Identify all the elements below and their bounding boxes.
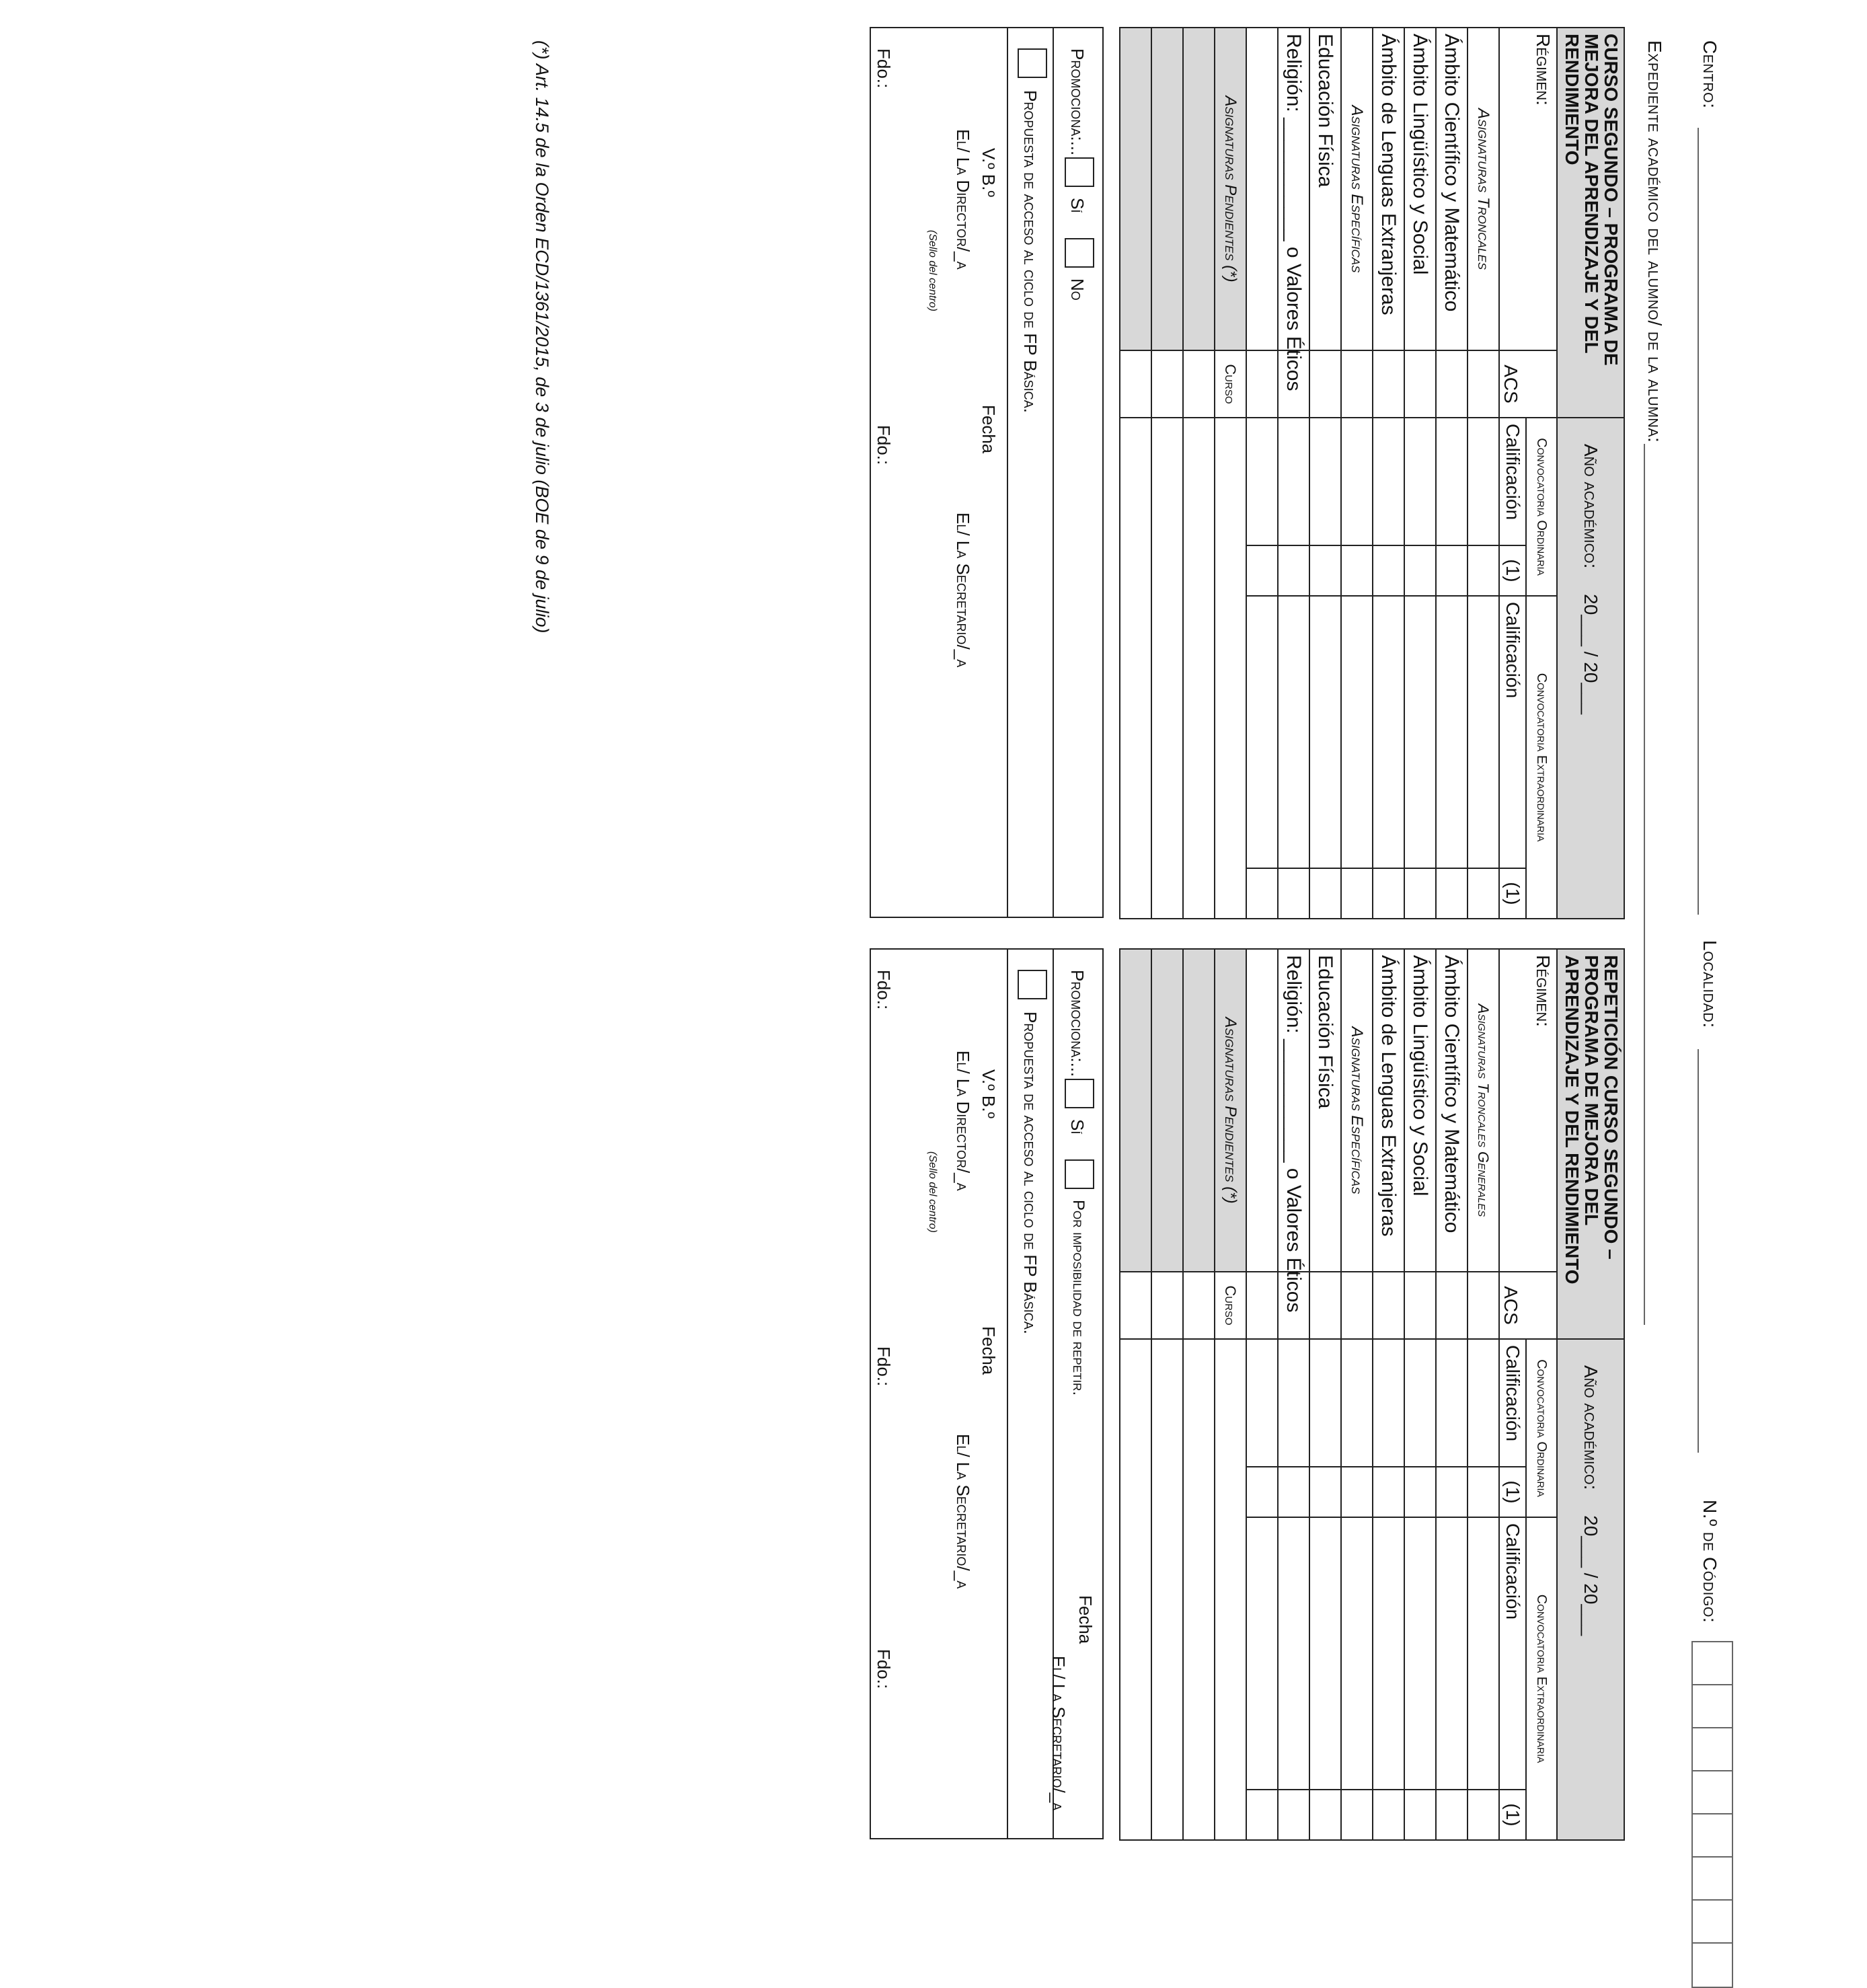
grade-cell[interactable] <box>1309 545 1341 596</box>
left-no-label: No <box>1067 278 1088 301</box>
right-regimen: Régimen: <box>1499 949 1557 1272</box>
grade-cell[interactable] <box>1404 1272 1436 1339</box>
right-secretario2-label: El/ La Secretario/_a <box>1049 1656 1069 1811</box>
localidad-label: Localidad: <box>1700 940 1720 1028</box>
left-troncales-label: Asignaturas Troncales <box>1468 28 1499 350</box>
left-acs-header: ACS <box>1499 350 1557 418</box>
grade-cell[interactable] <box>1468 868 1499 919</box>
right-calif-ext: Calificación <box>1499 1517 1526 1790</box>
right-subject-2: Ámbito de Lenguas Extranjeras <box>1373 949 1404 1272</box>
pending-subject-cell[interactable] <box>1151 28 1183 350</box>
pending-subject-cell[interactable] <box>1151 949 1183 1272</box>
grade-cell[interactable] <box>1278 1790 1309 1840</box>
grade-cell[interactable] <box>1436 1339 1468 1467</box>
code-cell[interactable] <box>1693 1642 1732 1685</box>
left-promo-row <box>1053 28 1102 917</box>
grade-cell[interactable] <box>1278 868 1309 919</box>
grade-cell[interactable] <box>1278 1339 1309 1467</box>
localidad-field[interactable] <box>1698 1049 1699 1453</box>
right-vb-label: V.º B.º <box>979 1069 999 1118</box>
left-propuesta-checkbox[interactable] <box>1018 48 1047 78</box>
code-cell[interactable] <box>1693 1771 1732 1814</box>
pending-subject-cell[interactable] <box>1183 949 1215 1272</box>
grade-cell[interactable] <box>1436 545 1468 596</box>
left-subject-4: Religión: ___________ o Valores Éticos <box>1278 28 1309 350</box>
grade-cell[interactable] <box>1278 596 1309 868</box>
right-conv-ordinaria: Convocatoria Ordinaria <box>1526 1339 1557 1517</box>
grade-cell[interactable] <box>1246 350 1278 418</box>
left-ano-value[interactable]: 20___ / 20___ <box>1580 594 1601 715</box>
grade-cell[interactable] <box>1246 596 1278 868</box>
left-secretario-label: El/ La Secretario/_a <box>953 512 973 668</box>
right-especificas-label: Asignaturas Específicas <box>1341 949 1373 1272</box>
gap-cell <box>1151 1339 1183 1840</box>
right-propuesta-label: Propuesta de acceso al ciclo de FP Básica. <box>1020 1011 1040 1334</box>
right-sello-label: (Sello del centro) <box>927 1151 938 1233</box>
grade-cell[interactable] <box>1246 1339 1278 1467</box>
grade-cell[interactable] <box>1404 1467 1436 1517</box>
grade-cell[interactable] <box>1246 868 1278 919</box>
expediente-label: Expediente académico del alumno/ de la alumna: <box>1644 40 1665 443</box>
gap-cell <box>1215 418 1246 919</box>
code-cell[interactable] <box>1693 1858 1732 1901</box>
right-promociona-label: Promociona:... <box>1067 970 1088 1077</box>
centro-field[interactable] <box>1698 128 1699 915</box>
gap-cell <box>1183 418 1215 919</box>
right-subject-1: Ámbito Lingüístico y Social <box>1404 949 1436 1272</box>
grade-cell[interactable] <box>1341 1467 1373 1517</box>
right-curso-label: Curso <box>1215 1272 1246 1339</box>
grade-cell[interactable] <box>1341 1790 1373 1840</box>
left-propuesta-label: Propuesta de acceso al ciclo de FP Básica. <box>1020 90 1040 413</box>
right-mark-ext: (1) <box>1499 1790 1526 1840</box>
left-propuesta-row <box>1007 28 1054 917</box>
grade-cell[interactable] <box>1246 28 1278 350</box>
right-ano-label: Año académico: <box>1580 1365 1601 1490</box>
right-si-label: Sí <box>1067 1119 1088 1135</box>
grade-cell[interactable] <box>1404 596 1436 868</box>
pending-curso-cell[interactable] <box>1151 350 1183 418</box>
grade-cell[interactable] <box>1278 1517 1309 1790</box>
gap-cell <box>1215 1339 1246 1840</box>
grade-cell[interactable] <box>1309 1790 1341 1840</box>
pending-curso-cell[interactable] <box>1151 1272 1183 1339</box>
right-acs-header: ACS <box>1499 1272 1557 1339</box>
grade-cell[interactable] <box>1246 418 1278 545</box>
right-fdo2-label: Fdo.: <box>874 1649 894 1689</box>
right-fdo-secretario: Fdo.: <box>874 1346 894 1387</box>
grade-cell[interactable] <box>1341 868 1373 919</box>
right-subject-4: Religión: ___________ o Valores Éticos <box>1278 949 1309 1272</box>
left-subject-2: Ámbito de Lenguas Extranjeras <box>1373 28 1404 350</box>
grade-cell[interactable] <box>1468 1272 1499 1339</box>
grade-cell[interactable] <box>1404 1790 1436 1840</box>
grade-cell[interactable] <box>1246 1517 1278 1790</box>
grade-cell[interactable] <box>1341 1272 1373 1339</box>
left-conv-ordinaria: Convocatoria Ordinaria <box>1526 418 1557 596</box>
grade-cell[interactable] <box>1341 596 1373 868</box>
grade-cell[interactable] <box>1404 545 1436 596</box>
left-grades-table <box>1119 27 1625 919</box>
code-cell[interactable] <box>1693 1901 1732 1944</box>
right-conv-extraordinaria: Convocatoria Extraordinaria <box>1526 1517 1557 1840</box>
left-si-label: Sí <box>1067 198 1088 213</box>
grade-cell[interactable] <box>1341 545 1373 596</box>
right-subject-0: Ámbito Científico y Matemático <box>1436 949 1468 1272</box>
right-fecha2-label: Fecha <box>1075 1595 1096 1644</box>
grade-cell[interactable] <box>1436 596 1468 868</box>
left-calif-ord: Calificación <box>1499 418 1526 545</box>
grade-cell[interactable] <box>1436 1517 1468 1790</box>
grade-cell[interactable] <box>1468 545 1499 596</box>
left-no-checkbox[interactable] <box>1065 238 1094 268</box>
grade-cell[interactable] <box>1468 1517 1499 1790</box>
left-mark-ord: (1) <box>1499 545 1526 596</box>
pending-curso-cell[interactable] <box>1120 1272 1151 1339</box>
right-imposibilidad-checkbox[interactable] <box>1065 1159 1094 1189</box>
right-grades-table <box>1119 948 1625 1841</box>
grade-cell[interactable] <box>1436 1272 1468 1339</box>
grade-cell[interactable] <box>1246 1272 1278 1339</box>
grade-cell[interactable] <box>1436 868 1468 919</box>
grade-cell[interactable] <box>1404 1517 1436 1790</box>
right-subject-3: Educación Física <box>1309 949 1341 1272</box>
right-pendientes-label: Asignaturas Pendientes (*) <box>1215 949 1246 1272</box>
grade-cell[interactable] <box>1309 1339 1341 1467</box>
right-propuesta-row <box>1007 950 1054 1838</box>
grade-cell[interactable] <box>1373 1790 1404 1840</box>
right-ano-value[interactable]: 20___ / 20___ <box>1580 1515 1601 1636</box>
left-fdo-director: Fdo.: <box>874 48 894 89</box>
grade-cell[interactable] <box>1246 1790 1278 1840</box>
grade-cell[interactable] <box>1468 418 1499 545</box>
right-table-title: REPETICIÓN CURSO SEGUNDO – PROGRAMA DE MEJORA DEL APRENDIZAJE Y DEL RENDIMIENTO <box>1557 949 1624 1339</box>
right-calif-ord: Calificación <box>1499 1339 1526 1467</box>
gap-cell <box>1151 418 1183 919</box>
right-si-checkbox[interactable] <box>1065 1079 1094 1108</box>
left-director-label: El/ La Director/_a <box>953 129 973 270</box>
left-vb-label: V.º B.º <box>979 148 999 197</box>
grade-cell[interactable] <box>1404 350 1436 418</box>
left-signature-row <box>870 28 1008 917</box>
grade-cell[interactable] <box>1373 868 1404 919</box>
left-subject-1: Ámbito Lingüístico y Social <box>1404 28 1436 350</box>
grade-cell[interactable] <box>1436 1790 1468 1840</box>
grade-cell[interactable] <box>1373 1467 1404 1517</box>
grade-cell[interactable] <box>1404 418 1436 545</box>
right-secretario-label: El/ La Secretario/_a <box>953 1434 973 1589</box>
left-especificas-label: Asignaturas Específicas <box>1341 28 1373 350</box>
right-imposibilidad-label: Por imposibilidad de repetir. <box>1069 1200 1088 1396</box>
grade-cell[interactable] <box>1341 418 1373 545</box>
grade-cell[interactable] <box>1373 418 1404 545</box>
right-propuesta-checkbox[interactable] <box>1018 970 1047 999</box>
left-sello-label: (Sello del centro) <box>927 230 938 311</box>
code-cell[interactable] <box>1693 1944 1732 1987</box>
grade-cell[interactable] <box>1436 350 1468 418</box>
grade-cell[interactable] <box>1309 868 1341 919</box>
grade-cell[interactable] <box>1341 1517 1373 1790</box>
grade-cell[interactable] <box>1373 596 1404 868</box>
grade-cell[interactable] <box>1468 1467 1499 1517</box>
left-ano <box>1557 418 1624 919</box>
left-table-title: CURSO SEGUNDO – PROGRAMA DE MEJORA DEL APRENDIZAJE Y DEL RENDIMIENTO <box>1557 28 1624 418</box>
grade-cell[interactable] <box>1246 1467 1278 1517</box>
left-si-checkbox[interactable] <box>1065 157 1094 187</box>
grade-cell[interactable] <box>1468 1339 1499 1467</box>
right-director-label: El/ La Director/_a <box>953 1050 973 1191</box>
left-conv-extraordinaria: Convocatoria Extraordinaria <box>1526 596 1557 919</box>
grade-cell[interactable] <box>1373 1517 1404 1790</box>
left-curso-label: Curso <box>1215 350 1246 418</box>
grade-cell[interactable] <box>1373 1339 1404 1467</box>
left-promotion-box <box>870 27 1104 918</box>
grade-cell[interactable] <box>1436 1467 1468 1517</box>
grade-cell[interactable] <box>1278 418 1309 545</box>
centro-label: Centro: <box>1700 40 1720 109</box>
code-cell[interactable] <box>1693 1728 1732 1771</box>
gap-cell <box>1120 418 1151 919</box>
right-mark-ord: (1) <box>1499 1467 1526 1517</box>
pending-curso-cell[interactable] <box>1120 350 1151 418</box>
left-calif-ext: Calificación <box>1499 596 1526 868</box>
rotated-sheet <box>437 0 1867 1867</box>
gap-cell <box>1183 1339 1215 1840</box>
grade-cell[interactable] <box>1309 350 1341 418</box>
code-cell[interactable] <box>1693 1685 1732 1728</box>
grade-cell[interactable] <box>1404 1339 1436 1467</box>
grade-cell[interactable] <box>1373 545 1404 596</box>
left-mark-ext: (1) <box>1499 868 1526 919</box>
grade-cell[interactable] <box>1468 1790 1499 1840</box>
grade-cell[interactable] <box>1309 418 1341 545</box>
grade-cell[interactable] <box>1436 418 1468 545</box>
pending-subject-cell[interactable] <box>1183 28 1215 350</box>
grade-cell[interactable] <box>1468 350 1499 418</box>
grade-cell[interactable] <box>1341 350 1373 418</box>
pending-curso-cell[interactable] <box>1183 1272 1215 1339</box>
grade-cell[interactable] <box>1404 868 1436 919</box>
gap-cell <box>1120 1339 1151 1840</box>
grade-cell[interactable] <box>1278 545 1309 596</box>
left-subject-3: Educación Física <box>1309 28 1341 350</box>
grade-cell[interactable] <box>1309 596 1341 868</box>
right-fecha-label: Fecha <box>979 1326 999 1375</box>
pending-subject-cell[interactable] <box>1120 28 1151 350</box>
grade-cell[interactable] <box>1309 1272 1341 1339</box>
left-regimen: Régimen: <box>1499 28 1557 350</box>
codigo-boxes[interactable] <box>1691 1641 1733 1988</box>
left-ano-label: Año académico: <box>1580 444 1601 569</box>
grade-cell[interactable] <box>1309 1517 1341 1790</box>
codigo-label: N.º de Código: <box>1700 1500 1720 1623</box>
right-fdo-director: Fdo.: <box>874 970 894 1010</box>
left-promociona-label: Promociona:... <box>1067 48 1088 156</box>
right-troncales-label: Asignaturas Troncales Generales <box>1468 949 1499 1272</box>
left-fecha-label: Fecha <box>979 405 999 454</box>
pending-subject-cell[interactable] <box>1120 949 1151 1272</box>
grade-cell[interactable] <box>1373 350 1404 418</box>
left-subject-0: Ámbito Científico y Matemático <box>1436 28 1468 350</box>
pending-curso-cell[interactable] <box>1183 350 1215 418</box>
grade-cell[interactable] <box>1373 1272 1404 1339</box>
left-fdo-secretario: Fdo.: <box>874 425 894 465</box>
footnote: (*) Art. 14.5 de la Orden ECD/1361/2015, de 3 de julio (BOE de 9 de julio) <box>532 40 552 634</box>
expediente-field[interactable] <box>1644 444 1645 1325</box>
code-cell[interactable] <box>1693 1814 1732 1858</box>
right-ano <box>1557 1339 1624 1840</box>
grade-cell[interactable] <box>1246 949 1278 1272</box>
right-promotion-box <box>870 948 1104 1839</box>
grade-cell[interactable] <box>1246 545 1278 596</box>
grade-cell[interactable] <box>1468 596 1499 868</box>
left-pendientes-label: Asignaturas Pendientes (*) <box>1215 28 1246 350</box>
grade-cell[interactable] <box>1309 1467 1341 1517</box>
grade-cell[interactable] <box>1278 1467 1309 1517</box>
grade-cell[interactable] <box>1341 1339 1373 1467</box>
